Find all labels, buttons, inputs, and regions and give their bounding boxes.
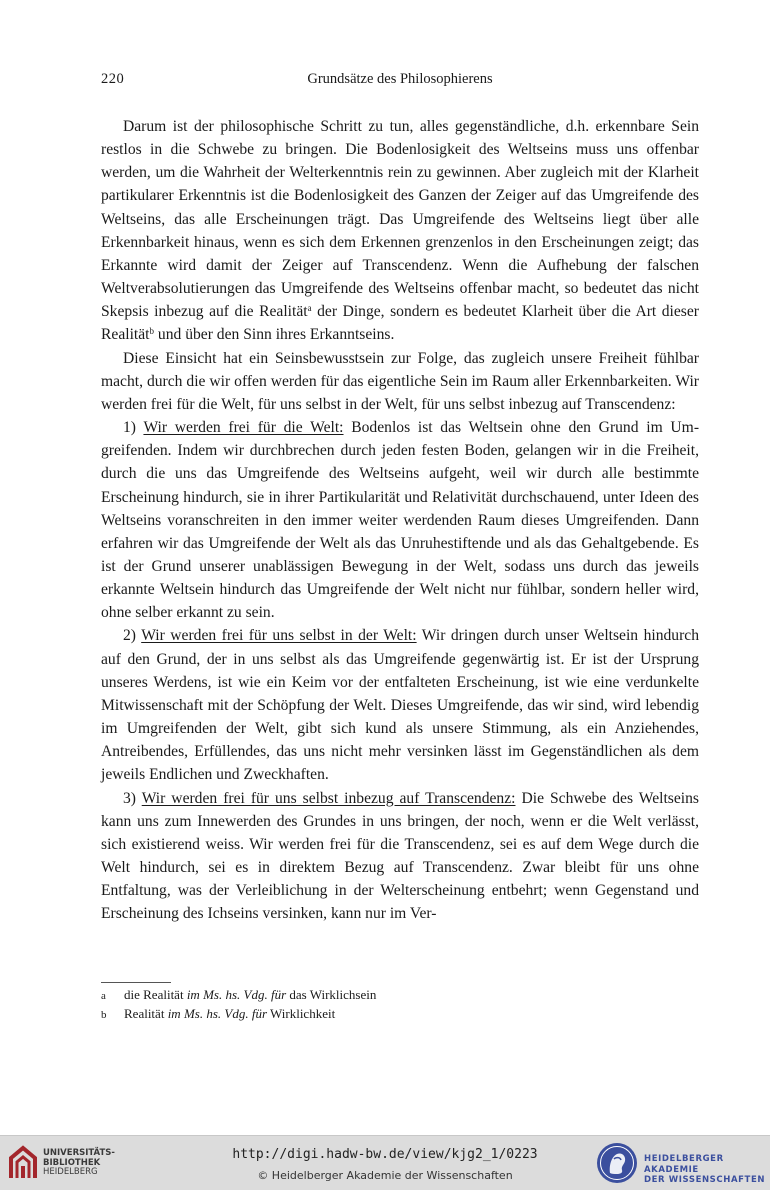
footnote-ref-b[interactable]: b — [149, 326, 154, 337]
library-name: UNIVERSITÄTS- BIBLIOTHEK HEIDELBERG — [43, 1148, 115, 1177]
footnote-ref-a[interactable]: a — [307, 303, 312, 314]
section-heading-1: Wir werden frei für die Welt: — [143, 419, 344, 437]
footnote-text: die Realität im Ms. hs. Vdg. für das Wirklichsein — [124, 987, 377, 1002]
paragraph-4: 2) Wir werden frei für uns selbst in der Welt: Wir dringen durch unser Weltsein hindurch auf den Grund, der in uns selbst als das Umgreifende gegenwärtig ist. Er ist der Ursprung unseres Werdens, ist wie ein Keim vor der entfalteten Erscheinung, ist wie eine verdunkelte Mitwissenschaft mit der Schöpfung der Welt. Dieses Umgreifende, das wir sind, wird lebendig im Umgreifenden der Welt, gibt sich kund als unsere Stimmung, als ein Anziehendes, Antreibendes, Erfüllendes, das uns nicht mehr versinken lässt im Gegenständlichen als dem jeweils Endlichen und Zweckhaften. — [101, 627, 700, 784]
academy-name: HEIDELBERGER AKADEMIE DER WISSENSCHAFTEN — [644, 1154, 766, 1185]
footnote-a — [101, 986, 699, 1005]
permalink-url[interactable]: http://digi.hadw-bw.de/view/kjg2_1/0223 — [232, 1147, 538, 1162]
viewer-footer — [0, 1135, 770, 1190]
paragraph-2: Diese Einsicht hat ein Seinsbewusstsein zur Folge, das zugleich unsere Freiheit fühlbar macht, durch die wir offen werden für das eigentliche Sein im Raum aller Erkennbarkeiten. Wir werden frei für die Welt, für uns selbst in der Welt, für uns selbst inbezug auf Transcendenz: — [101, 349, 699, 413]
hadw-seal-icon — [596, 1142, 638, 1184]
body-text — [101, 115, 699, 925]
running-header — [101, 71, 699, 91]
section-heading-3: Wir werden frei für uns selbst inbezug auf Transcendenz: — [141, 789, 516, 807]
paragraph-5: 3) Wir werden frei für uns selbst inbezug auf Transcendenz: Die Schwebe des Weltseins kann uns zum Innewerden des Grundes in uns bringen, der noch, wenn er die Welt verlässt, sich existierend weiss. Wir werden frei für die Transcendenz, sei es auf dem Wege durch die Welt hindurch, sei es in direktem Bezug auf Transcendenz. Zwar bleibt für uns ohne Entfaltung, was der Verleiblichung in der Welterscheinung entbehrt; wenn Gegenstand und Erscheinung des Ichseins versinken, kann nur im Ver- — [101, 789, 699, 923]
footnote-mark: b — [101, 1009, 107, 1021]
page-number: 220 — [101, 71, 125, 87]
footnote-b — [101, 1005, 699, 1024]
copyright-notice: © Heidelberger Akademie der Wissenschaften — [257, 1169, 513, 1182]
footnotes — [101, 986, 699, 1024]
section-heading-2: Wir werden frei für uns selbst in der Welt: — [141, 627, 417, 645]
paragraph-3: 1) Wir werden frei für die Welt: Bodenlos ist das Weltsein ohne den Grund im Umgreifenden. Indem wir durchbrechen durch jeden festen Boden, gelangen wir in die Freiheit, durch die uns das Umgreifende des Weltseins aufgeht, weil wir durch alle bestimmte Erscheinung hindurch, sie in ihrer Partikularität und Relativität durchschauend, unter Ideen des Weltseins voranschreiten in den immer weiter werdenden Raum dieses Umgreifenden. Dann erfahren wir das Umgreifende der Welt als das Unruhestiftende und als das Gehaltgebende. Es ist der Grund unserer unablässigen Bewegung in der Welt, sodass uns durch das jeweils erkannte Weltsein hindurch das Umgreifende der Welt nicht nur fühlbar, sondern heller wird, ohne selber erkannt zu sein. — [101, 419, 700, 622]
academy-logo[interactable] — [596, 1142, 766, 1186]
footnote-mark: a — [101, 990, 106, 1002]
running-title: Grundsätze des Philosophierens — [307, 71, 493, 87]
footnote-text: Realität im Ms. hs. Vdg. für Wirklichkeit — [124, 1006, 336, 1021]
footnote-divider — [101, 982, 171, 983]
paragraph-1: Darum ist der philosophische Schritt zu tun, alles gegenständliche, d.h. erkennbare Sein restlos in die Schwebe zu bringen. Die Bodenlosigkeit des Weltseins muss uns offenbar werden, um die Wahrheit der Welterkenntnis rein zu gewinnen. Aber zugleich mit der Klarheit partikularer Erkenntnis ist die Bodenlosigkeit des Ganzen der Zeiger auf das Umgreifende des Weltseins, das alle Erscheinungen trägt. Das Umgreifende des Weltseins liegt über alle Erkennbarkeit hinaus, wenn es sich dem Erkennen grenzenlos in den Erscheinungen zeigt; das Erkannte wird damit der Zeiger auf Transcendenz. Wenn die Aufhebung der falschen Weltverabsolutierungen das Umgreifende des Weltseins offenbar macht, so bedeutet das nicht Skepsis inbezug auf die Realität$^a$ der Dinge, sondern es bedeutet Klarheit über die Art dieser Realität$^b$ und über den Sinn ihres Erkanntseins. — [101, 118, 699, 344]
